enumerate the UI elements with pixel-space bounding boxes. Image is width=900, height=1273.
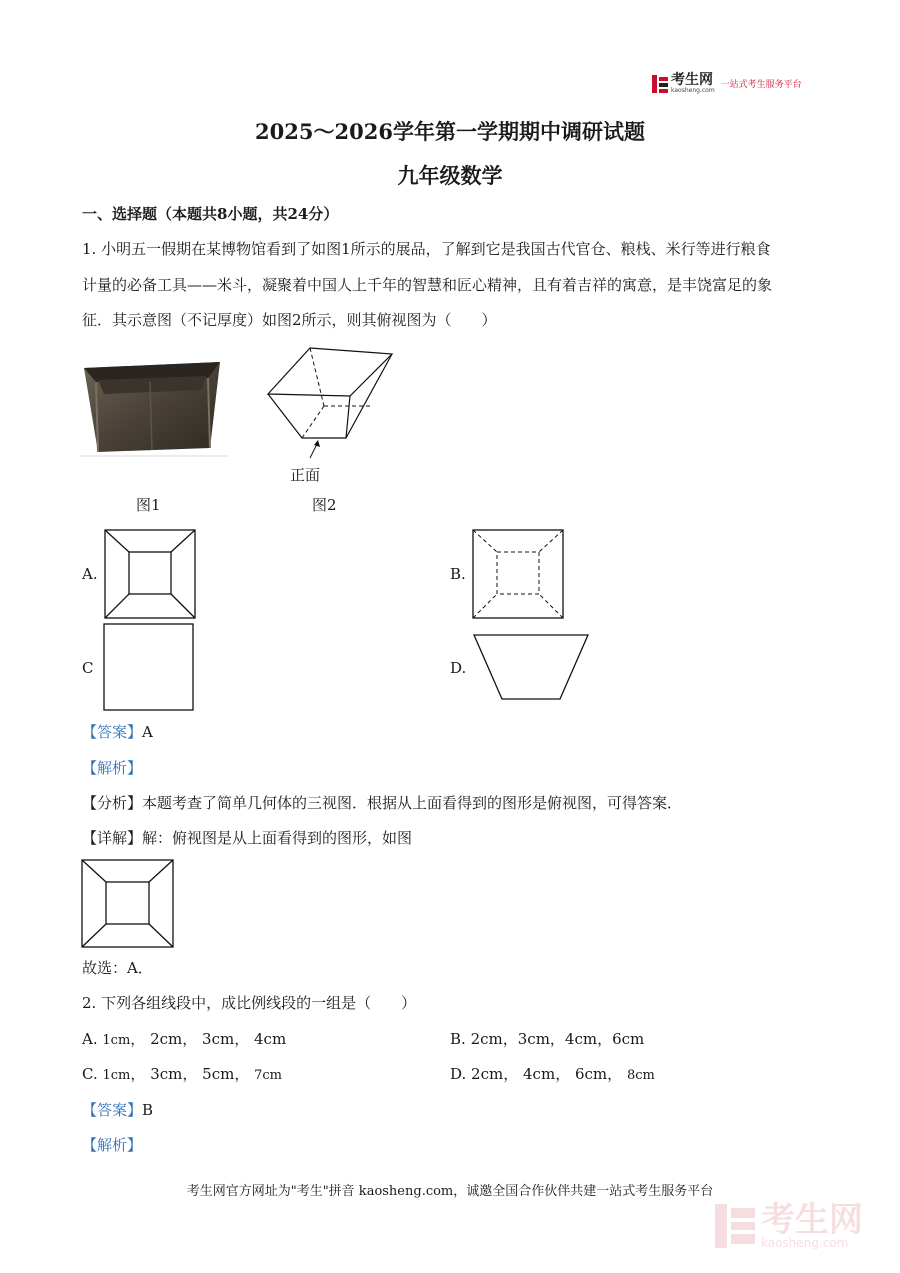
q2-option-b-label: B.	[450, 1030, 466, 1048]
q2-answer-row	[82, 1100, 153, 1120]
figure-2-caption: 图2	[312, 496, 337, 514]
q1-conclusion: 故选：A．	[82, 959, 153, 977]
q2-d-seg-4: 8cm	[626, 1068, 655, 1083]
q2-option-a-label: A.	[82, 1030, 98, 1048]
q2-c-seg-3: 5cm	[202, 1065, 235, 1083]
front-label: 正面	[290, 466, 321, 484]
doc-title: 2025～2026学年第一学期期中调研试题	[255, 119, 645, 144]
q2-d-seg-2: 4cm	[523, 1065, 556, 1083]
q2-stem: 2. 下列各组线段中，成比例线段的一组是（ ）	[82, 994, 417, 1012]
q1-line-2: 计量的必备工具——米斗，凝聚着中国人上千年的智慧和匠心精神，且有着吉祥的寓意，是丰饶富足的象	[82, 276, 773, 294]
q2-d-seg-3: 6cm	[574, 1065, 608, 1083]
doc-subtitle: 九年级数学	[397, 163, 503, 188]
q2-d-sep-3: ，	[607, 1065, 623, 1083]
q2-d-sep-2: ，	[555, 1065, 571, 1083]
q2-option-b[interactable]	[450, 1029, 644, 1049]
q2-option-d-label: D.	[450, 1065, 467, 1083]
figure-2-sketch	[262, 346, 396, 484]
q1-fenxi-tag: 【分析】	[82, 794, 143, 812]
q1-line-1: 1. 小明五一假期在某博物馆看到了如图1所示的展品，了解到它是我国古代官仓、粮栈、米行等进行粮食	[82, 240, 771, 258]
q2-a-sep-3: ，	[234, 1030, 250, 1048]
page-footer: 考生网官方网址为"考生"拼音 kaosheng.com，诚邀全国合作伙伴共建一站式考生服务平台	[186, 1184, 714, 1199]
q2-c-seg-4: 7cm	[254, 1068, 283, 1083]
q1-fenxi-text: 本题考查了简单几何体的三视图．根据从上面看得到的图形是俯视图，可得答案．	[142, 794, 683, 812]
q2-a-sep-2: ，	[182, 1030, 198, 1048]
q2-a-seg-3: 3cm	[202, 1030, 235, 1048]
q1-option-c-label[interactable]: C	[82, 659, 94, 677]
q2-d-sep-1: ，	[503, 1065, 519, 1083]
q1-fenxi-row	[82, 793, 682, 813]
q1-xiangjie-text: 解：俯视图是从上面看得到的图形，如图	[142, 829, 413, 847]
q2-a-seg-1: 1cm	[102, 1033, 131, 1048]
figure-1-photo	[80, 356, 228, 460]
q1-option-d-label[interactable]: D.	[450, 659, 467, 677]
q1-xiangjie-tag: 【详解】	[82, 829, 143, 847]
q2-a-sep-1: ，	[130, 1030, 146, 1048]
q1-answer-row	[82, 722, 153, 742]
q2-answer-value: B	[142, 1101, 154, 1119]
q2-analysis-tag: 【解析】	[82, 1136, 143, 1154]
q1-answer-tag: 【答案】	[82, 723, 143, 741]
q1-option-c-figure[interactable]	[103, 623, 195, 713]
watermark-sub: kaosheng.com	[761, 1236, 849, 1250]
q2-option-c[interactable]	[82, 1064, 282, 1086]
watermark-main: 考生网	[761, 1200, 863, 1240]
q2-d-seg-1: 2cm	[471, 1065, 504, 1083]
q2-option-a[interactable]	[82, 1029, 286, 1051]
header-slogan: 一站式考生服务平台	[720, 80, 802, 90]
q1-option-a-label[interactable]: A.	[82, 565, 98, 583]
q1-solution-figure	[81, 859, 175, 949]
q2-c-seg-1: 1cm	[102, 1068, 131, 1083]
q2-a-seg-2: 2cm	[150, 1030, 183, 1048]
watermark	[715, 1200, 863, 1250]
q2-option-d[interactable]	[450, 1064, 655, 1086]
section-heading: 一、选择题（本题共8小题，共24分）	[82, 205, 339, 223]
q1-analysis-tag: 【解析】	[82, 759, 143, 777]
q2-a-seg-4: 4cm	[254, 1030, 287, 1048]
q1-option-b-label[interactable]: B.	[450, 565, 466, 583]
q1-option-d-figure[interactable]	[472, 633, 590, 701]
q1-xiangjie-row	[82, 828, 412, 848]
q2-c-sep-1: ，	[130, 1065, 146, 1083]
header-logo	[652, 73, 802, 94]
q2-c-sep-3: ，	[234, 1065, 250, 1083]
q1-answer-value: A	[142, 723, 153, 741]
watermark-logo-icon	[715, 1204, 755, 1248]
q1-line-3: 征．其示意图（不记厚度）如图2所示，则其俯视图为（ ）	[82, 311, 497, 329]
kaosheng-logo-icon	[652, 75, 668, 93]
q2-option-c-label: C.	[82, 1065, 98, 1083]
q2-c-sep-2: ，	[182, 1065, 198, 1083]
q2-option-b-text: 2cm，3cm，4cm，6cm	[470, 1030, 645, 1048]
q1-option-a-figure[interactable]	[104, 529, 196, 619]
logo-main-text: 考生网	[671, 72, 713, 88]
q1-option-b-figure[interactable]	[472, 529, 564, 619]
figure-1-caption: 图1	[136, 496, 161, 514]
q2-answer-tag: 【答案】	[82, 1101, 143, 1119]
logo-sub-text: kaosheng.com	[671, 87, 715, 94]
q2-c-seg-2: 3cm	[150, 1065, 183, 1083]
